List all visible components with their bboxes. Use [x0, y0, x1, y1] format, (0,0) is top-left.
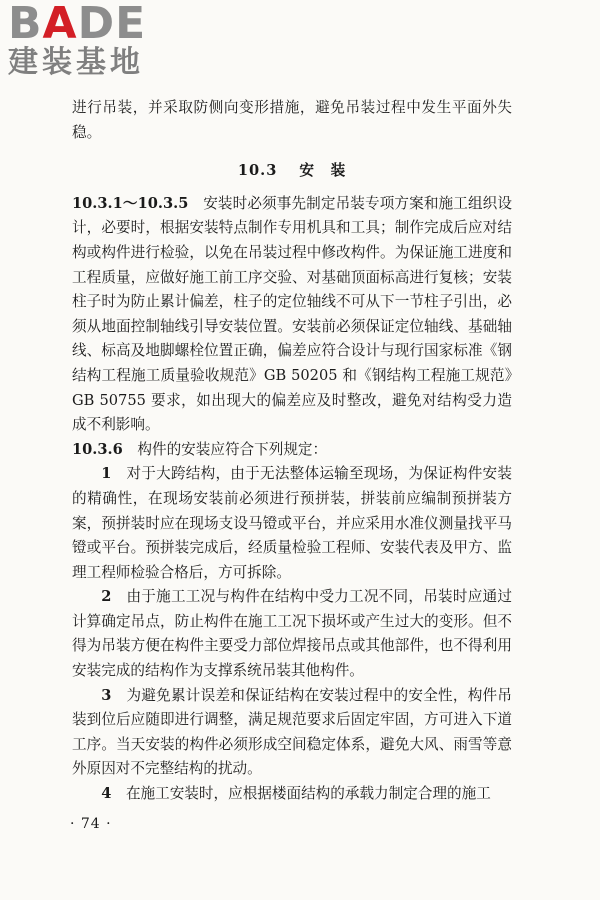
- clause-10-3-6: 10.3.6 构件的安装应符合下列规定：: [72, 440, 328, 458]
- section-heading: 10.3 安 装: [237, 162, 347, 180]
- list-item-4: 4 在施工安装时，应根据楼面结构的承载力制定合理的施工: [101, 785, 491, 803]
- logo-subtitle: 建装基地: [8, 45, 144, 80]
- clause-number: 10.3.6: [72, 440, 123, 458]
- list-item-1: 1 对于大跨结构，由于无法整体运输至现场，为保证构件安装的精确性，在现场安装前必须进行预拼装，拼装前应编制预拼装方案，预拼装时应在现场支设马镫或平台，并应采用水准仪测量找平马镫或平台。预拼装完成后，经质量检验工程师、安装代表及甲方、监理工程师检验合格后，方可拆除。: [72, 465, 512, 581]
- bade-logo: [8, 2, 178, 80]
- list-item-2: 2 由于施工工况与构件在结构中受力工况不同，吊装时应通过计算确定吊点，防止构件在施工工况下损坏或产生过大的变形。但不得为吊装方便在构件主要受力部位焊接吊点或其他部件，也不得利用安装完成的结构作为支撑系统吊装其他构件。: [72, 588, 512, 680]
- clause-10-3-1: 10.3.1～10.3.5 安装时必须事先制定吊装专项方案和施工组织设计，必要时，根据安装特点制作专用机具和工具；制作完成后应对结构或构件进行检验，以免在吊装过程中修改构件。为保证施工进度和工程质量，应做好施工前工序交验、对基础顶面标高进行复核；安装柱子时为防止累计偏差，柱子的定位轴线不可从下一节柱子引出，必须从地面控制轴线引导安装位置。安装前必须保证定位轴线、基础轴线、标高及地脚螺栓位置正确，偏差应符合设计与现行国家标准《钢结构工程施工质量验收规范》GB 50205 和《钢结构工程施工规范》GB 50755 要求，如出现大的偏差应及时整改，避免对结构受力造成不利影响。: [72, 194, 512, 434]
- page-number: · 74 ·: [70, 816, 112, 832]
- list-item-3: 3 为避免累计误差和保证结构在安装过程中的安全性，构件吊装到位后应随即进行调整，满足规范要求后固定牢固，方可进入下道工序。当天安装的构件必须形成空间稳定体系，避免大风、雨雪等意外原因对不完整结构的扰动。: [72, 686, 512, 778]
- continued-paragraph: 进行吊装，并采取防侧向变形措施，避免吊装过程中发生平面外失稳。: [72, 99, 512, 141]
- clause-number: 10.3.1～10.3.5: [72, 194, 189, 212]
- logo-wordmark: BADE: [8, 0, 147, 49]
- document-body: [72, 96, 512, 807]
